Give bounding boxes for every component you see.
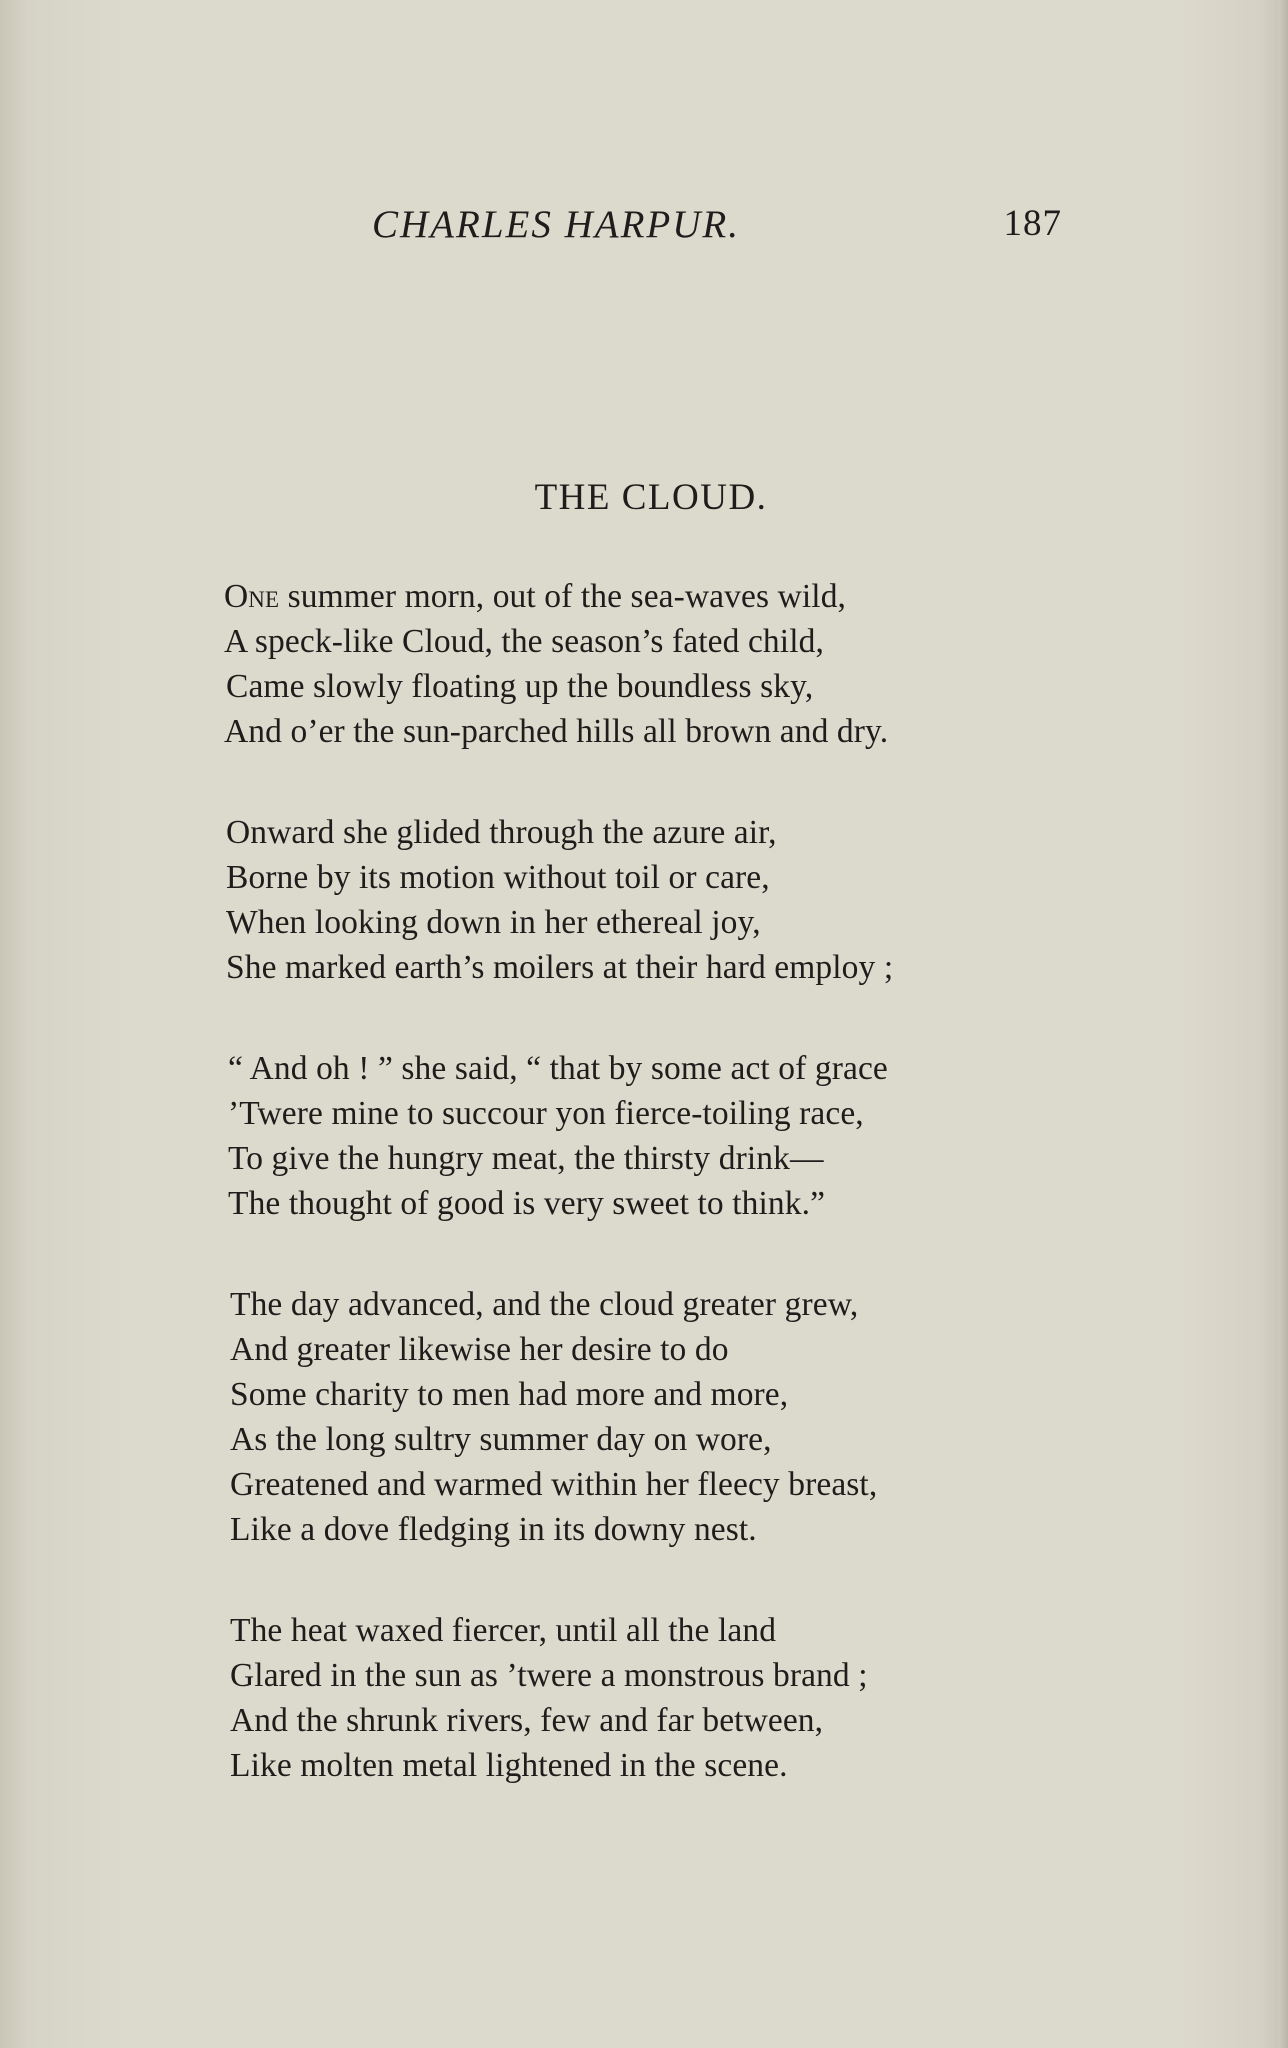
poem-body bbox=[224, 574, 1074, 1844]
poem-line: ’Twere mine to succour yon fierce-toiling race, bbox=[228, 1095, 864, 1132]
poem-line: Like a dove fledging in its downy nest. bbox=[230, 1511, 757, 1548]
poem-line: Onward she glided through the azure air, bbox=[226, 814, 777, 851]
poem-line: Glared in the sun as ’twere a monstrous brand ; bbox=[230, 1657, 868, 1694]
stanza-1 bbox=[224, 574, 1074, 754]
poem-line: A speck-like Cloud, the season’s fated child, bbox=[224, 623, 824, 660]
poem-line: The day advanced, and the cloud greater grew, bbox=[230, 1286, 859, 1323]
poem-line: The thought of good is very sweet to think.” bbox=[228, 1185, 826, 1222]
poem-line: “ And oh ! ” she said, “ that by some act of grace bbox=[228, 1050, 888, 1087]
poem-line bbox=[224, 574, 1074, 619]
stanza-3 bbox=[224, 1046, 1074, 1226]
poem-line: And greater likewise her desire to do bbox=[230, 1331, 729, 1368]
poem-line: Came slowly floating up the boundless sky, bbox=[226, 668, 814, 705]
running-title: CHARLES HARPUR. bbox=[372, 203, 740, 246]
first-line-rest: summer morn, out of the sea-waves wild, bbox=[279, 578, 847, 615]
poem-line: To give the hungry meat, the thirsty drink— bbox=[228, 1140, 824, 1177]
poem-line: When looking down in her ethereal joy, bbox=[226, 904, 761, 941]
poem-line: Some charity to men had more and more, bbox=[230, 1376, 789, 1413]
page-edge bbox=[1278, 0, 1288, 2048]
poem-line: And the shrunk rivers, few and far between, bbox=[230, 1702, 824, 1739]
poem-line: Greatened and warmed within her fleecy breast, bbox=[230, 1466, 878, 1503]
poem-title: THE CLOUD. bbox=[534, 477, 768, 518]
poem-line: The heat waxed fiercer, until all the land bbox=[230, 1612, 777, 1649]
poem-line: Like molten metal lightened in the scene. bbox=[230, 1747, 788, 1784]
drop-word: One bbox=[224, 578, 280, 615]
stanza-5 bbox=[224, 1608, 1074, 1788]
stanza-2 bbox=[224, 810, 1074, 990]
poem-line: She marked earth’s moilers at their hard employ ; bbox=[226, 949, 894, 986]
poem-line: And o’er the sun-parched hills all brown and dry. bbox=[224, 713, 889, 750]
poem-line: As the long sultry summer day on wore, bbox=[230, 1421, 772, 1458]
stanza-4 bbox=[224, 1282, 1074, 1552]
running-header bbox=[372, 202, 1062, 252]
poem-line: Borne by its motion without toil or care, bbox=[226, 859, 770, 896]
page-number: 187 bbox=[1003, 203, 1062, 244]
